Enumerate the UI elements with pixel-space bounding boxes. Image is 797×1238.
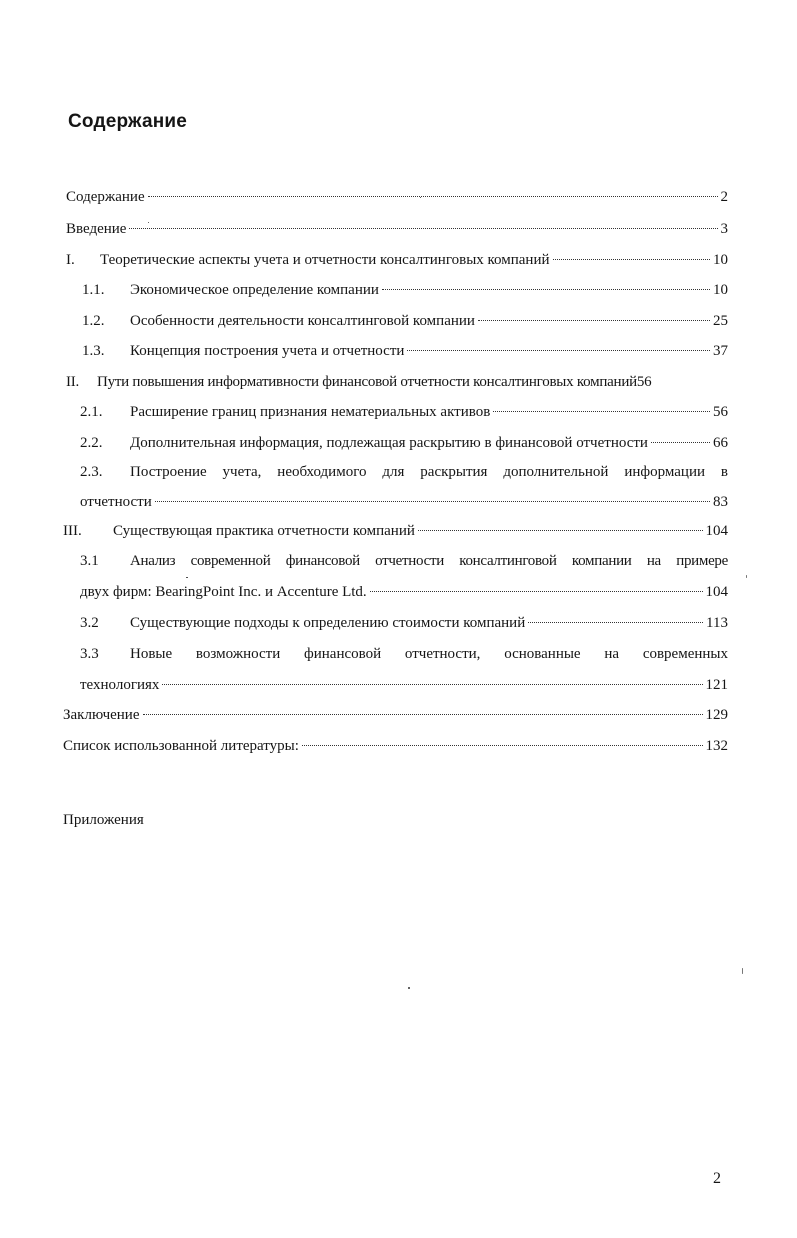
toc-page-number: 56: [713, 404, 728, 420]
toc-entry-text: Пути повышения информативности финансовой отчетности консалтинговых компаний: [97, 374, 637, 390]
toc-entry-chapter-1[interactable]: [66, 250, 728, 270]
toc-page-number: 37: [713, 343, 728, 359]
toc-entry-text-line-1: Анализ современной финансовой отчетности консалтинговой компании на примере: [130, 553, 728, 569]
toc-entry-text: Расширение границ признания нематериальных активов: [130, 404, 491, 420]
toc-leader: [407, 350, 710, 351]
toc-leader: [148, 196, 718, 197]
toc-entry-number: 2.3.: [80, 464, 103, 480]
scan-speck: [148, 222, 149, 223]
toc-page-number: 10: [713, 282, 728, 298]
toc-leader: [155, 501, 710, 502]
toc-entry-section-1-3[interactable]: [82, 341, 728, 361]
appendix-label: Приложения: [63, 812, 144, 828]
toc-entry-text-line-1: Новые возможности финансовой отчетности, основанные на современных: [130, 646, 728, 662]
toc-entry-contents[interactable]: [66, 187, 728, 207]
toc-page-number: 2: [720, 189, 728, 205]
toc-page-number: 132: [705, 738, 728, 754]
toc-entry-text: Заключение: [63, 707, 140, 723]
toc-entry-text: Существующие подходы к определению стоимости компаний: [130, 615, 526, 631]
toc-leader: [162, 684, 702, 685]
toc-leader: [528, 622, 703, 623]
toc-leader: [553, 259, 710, 260]
scan-speck: [746, 575, 747, 578]
toc-entry-section-2-1[interactable]: [80, 402, 728, 422]
page-number: 2: [713, 1170, 721, 1187]
toc-leader: [129, 228, 717, 229]
scan-speck: [408, 987, 410, 989]
toc-entry-section-1-2[interactable]: [82, 311, 728, 331]
toc-entry-text: Теоретические аспекты учета и отчетности консалтинговых компаний: [100, 252, 550, 268]
scan-speck: [186, 577, 188, 578]
toc-entry-text: Дополнительная информация, подлежащая раскрытию в финансовой отчетности: [130, 435, 648, 451]
toc-leader: [370, 591, 703, 592]
toc-entry-text: Существующая практика отчетности компаний: [113, 523, 415, 539]
toc-entry-text: Экономическое определение компании: [130, 282, 379, 298]
scan-speck: [420, 197, 421, 198]
toc-leader: [651, 442, 710, 443]
toc-page-number: 66: [713, 435, 728, 451]
toc-entry-number: 1.3.: [82, 343, 105, 359]
toc-page-number: 104: [705, 584, 728, 600]
toc-entry-text: Особенности деятельности консалтинговой компании: [130, 313, 475, 329]
toc-leader: [382, 289, 710, 290]
toc-page-number: 3: [720, 221, 728, 237]
toc-page-number: 129: [705, 707, 728, 723]
toc-entry-text-line-2: технологиях: [80, 677, 160, 693]
toc-entry-text-line-1: Построение учета, необходимого для раскрытия дополнительной информации в: [130, 464, 728, 480]
toc-entry-text-line-2: двух фирм: BearingPoint Inc. и Accenture Ltd.: [80, 584, 367, 600]
toc-leader: [143, 714, 703, 715]
toc-entry-number: 3.3: [80, 646, 99, 662]
toc-entry-number: 2.1.: [80, 404, 103, 420]
toc-entry-conclusion[interactable]: [63, 705, 728, 725]
toc-entry-section-3-1[interactable]: [80, 551, 728, 602]
toc-page-number: 121: [705, 677, 728, 693]
toc-leader: [493, 411, 710, 412]
toc-entry-introduction[interactable]: [66, 219, 728, 239]
toc-page-number: 104: [705, 523, 728, 539]
toc-entry-section-3-3[interactable]: [80, 644, 728, 695]
toc-entry-chapter-2[interactable]: [66, 372, 728, 392]
toc-entry-text: Содержание: [66, 189, 145, 205]
toc-leader: [302, 745, 703, 746]
toc-entry-number: 1.2.: [82, 313, 105, 329]
toc-leader: [418, 530, 703, 531]
page-title: Содержание: [68, 111, 188, 132]
toc-entry-text: Список использованной литературы:: [63, 738, 299, 754]
toc-entry-number: 3.1: [80, 553, 99, 569]
toc-entry-chapter-3[interactable]: [63, 521, 728, 541]
toc-entry-text: Введение: [66, 221, 127, 237]
scan-speck: [742, 968, 743, 974]
toc-page-number: 56: [636, 374, 652, 390]
toc-entry-number: III.: [63, 523, 82, 539]
toc-leader: [478, 320, 710, 321]
toc-entry-section-1-1[interactable]: [82, 280, 728, 300]
toc-entry-number: 2.2.: [80, 435, 103, 451]
toc-page-number: 83: [713, 494, 728, 510]
toc-entry-section-2-3[interactable]: [80, 462, 728, 512]
toc-page-number: 25: [713, 313, 728, 329]
toc-entry-bibliography[interactable]: [63, 736, 728, 756]
toc-entry-section-3-2[interactable]: [80, 613, 728, 633]
toc-entry-text-line-2: отчетности: [80, 494, 152, 510]
toc-entry-section-2-2[interactable]: [80, 433, 728, 453]
toc-entry-number: 1.1.: [82, 282, 105, 298]
toc-page-number: 113: [706, 615, 728, 631]
toc-entry-text: Концепция построения учета и отчетности: [130, 343, 405, 359]
toc-entry-number: I.: [66, 252, 75, 268]
toc-entry-number: II.: [66, 374, 79, 390]
toc-page-number: 10: [713, 252, 728, 268]
toc-entry-number: 3.2: [80, 615, 99, 631]
